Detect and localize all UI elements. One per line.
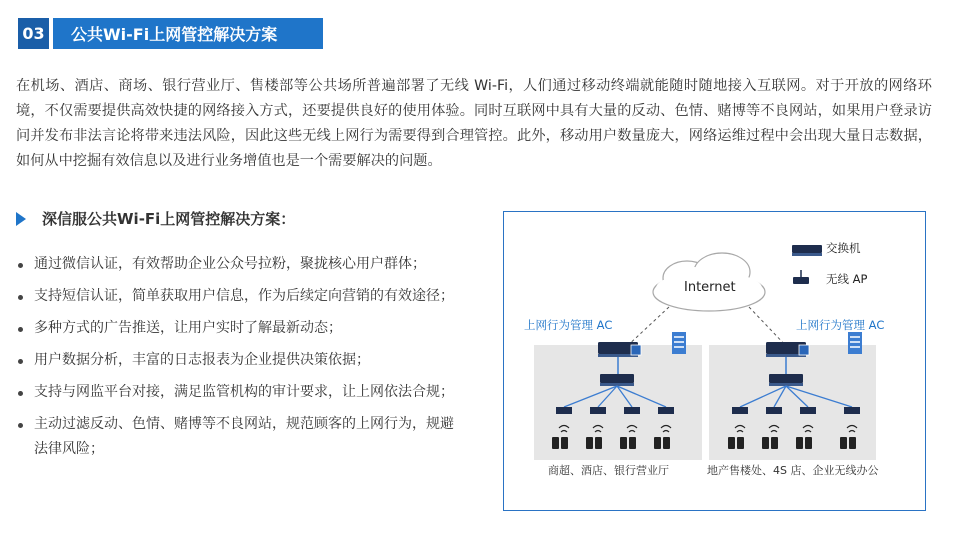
- ap-legend-icon: [793, 270, 809, 284]
- bullet-dot-icon: [18, 359, 23, 364]
- right-switch-icon: [769, 374, 803, 386]
- bullet-dot-icon: [18, 295, 23, 300]
- right-ac-device-icon: [766, 342, 809, 357]
- list-item: 支持短信认证，简单获取用户信息，作为后续定向营销的有效途径；: [18, 284, 458, 309]
- ap-legend-label: 无线 AP: [826, 272, 868, 286]
- network-diagram: [503, 211, 926, 511]
- left-ac-device-icon: [598, 342, 641, 357]
- right-ac-label: 上网行为管理 AC: [796, 318, 885, 332]
- bullet-dot-icon: [18, 327, 23, 332]
- right-server-icon: [848, 332, 862, 354]
- feature-list: [18, 252, 458, 469]
- bullet-dot-icon: [18, 391, 23, 396]
- list-item: 用户数据分析，丰富的日志报表为企业提供决策依据；: [18, 348, 458, 373]
- list-item: 主动过滤反动、色情、赌博等不良网站，规范顾客的上网行为，规避法律风险；: [18, 412, 458, 462]
- switch-legend-label: 交换机: [826, 241, 861, 255]
- bullet-dot-icon: [18, 263, 23, 268]
- list-item: 多种方式的广告推送，让用户实时了解最新动态；: [18, 316, 458, 341]
- switch-legend-icon: [792, 245, 822, 256]
- triangle-bullet-icon: [16, 212, 26, 226]
- bullet-dot-icon: [18, 423, 23, 428]
- solution-heading: [16, 208, 295, 229]
- internet-label: Internet: [684, 280, 736, 295]
- list-item: 通过微信认证，有效帮助企业公众号拉粉，聚拢核心用户群体；: [18, 252, 458, 277]
- left-ac-label: 上网行为管理 AC: [524, 318, 613, 332]
- section-title: 公共Wi-Fi上网管控解决方案: [53, 18, 323, 49]
- left-caption: 商超、酒店、银行营业厅: [548, 464, 669, 477]
- intro-paragraph: 在机场、酒店、商场、银行营业厅、售楼部等公共场所普遍部署了无线 Wi-Fi，人们通过移动终端就能随时随地接入互联网。对于开放的网络环境，不仅需要提供高效快捷的网络接入方式，还要提供良好的使用体验。同时互联网中具有大量的反动、色情、赌博等不良网站，如果用户登录访问并发布非法言论将带来违法风险，因此这些无线上网行为需要得到合理管控。此外，移动用户数量庞大，网络运维过程中会出现大量日志数据，如何从中挖掘有效信息以及进行业务增值也是一个需要解决的问题。: [16, 78, 932, 169]
- list-item: 支持与网监平台对接，满足监管机构的审计要求，让上网依法合规；: [18, 380, 458, 405]
- left-server-icon: [672, 332, 686, 354]
- solution-heading-text: 深信服公共Wi-Fi上网管控解决方案：: [42, 210, 296, 228]
- right-caption: 地产售楼处、4S 店、企业无线办公: [707, 464, 879, 477]
- left-switch-icon: [600, 374, 634, 386]
- section-header: [18, 18, 323, 49]
- section-number: 03: [18, 18, 49, 49]
